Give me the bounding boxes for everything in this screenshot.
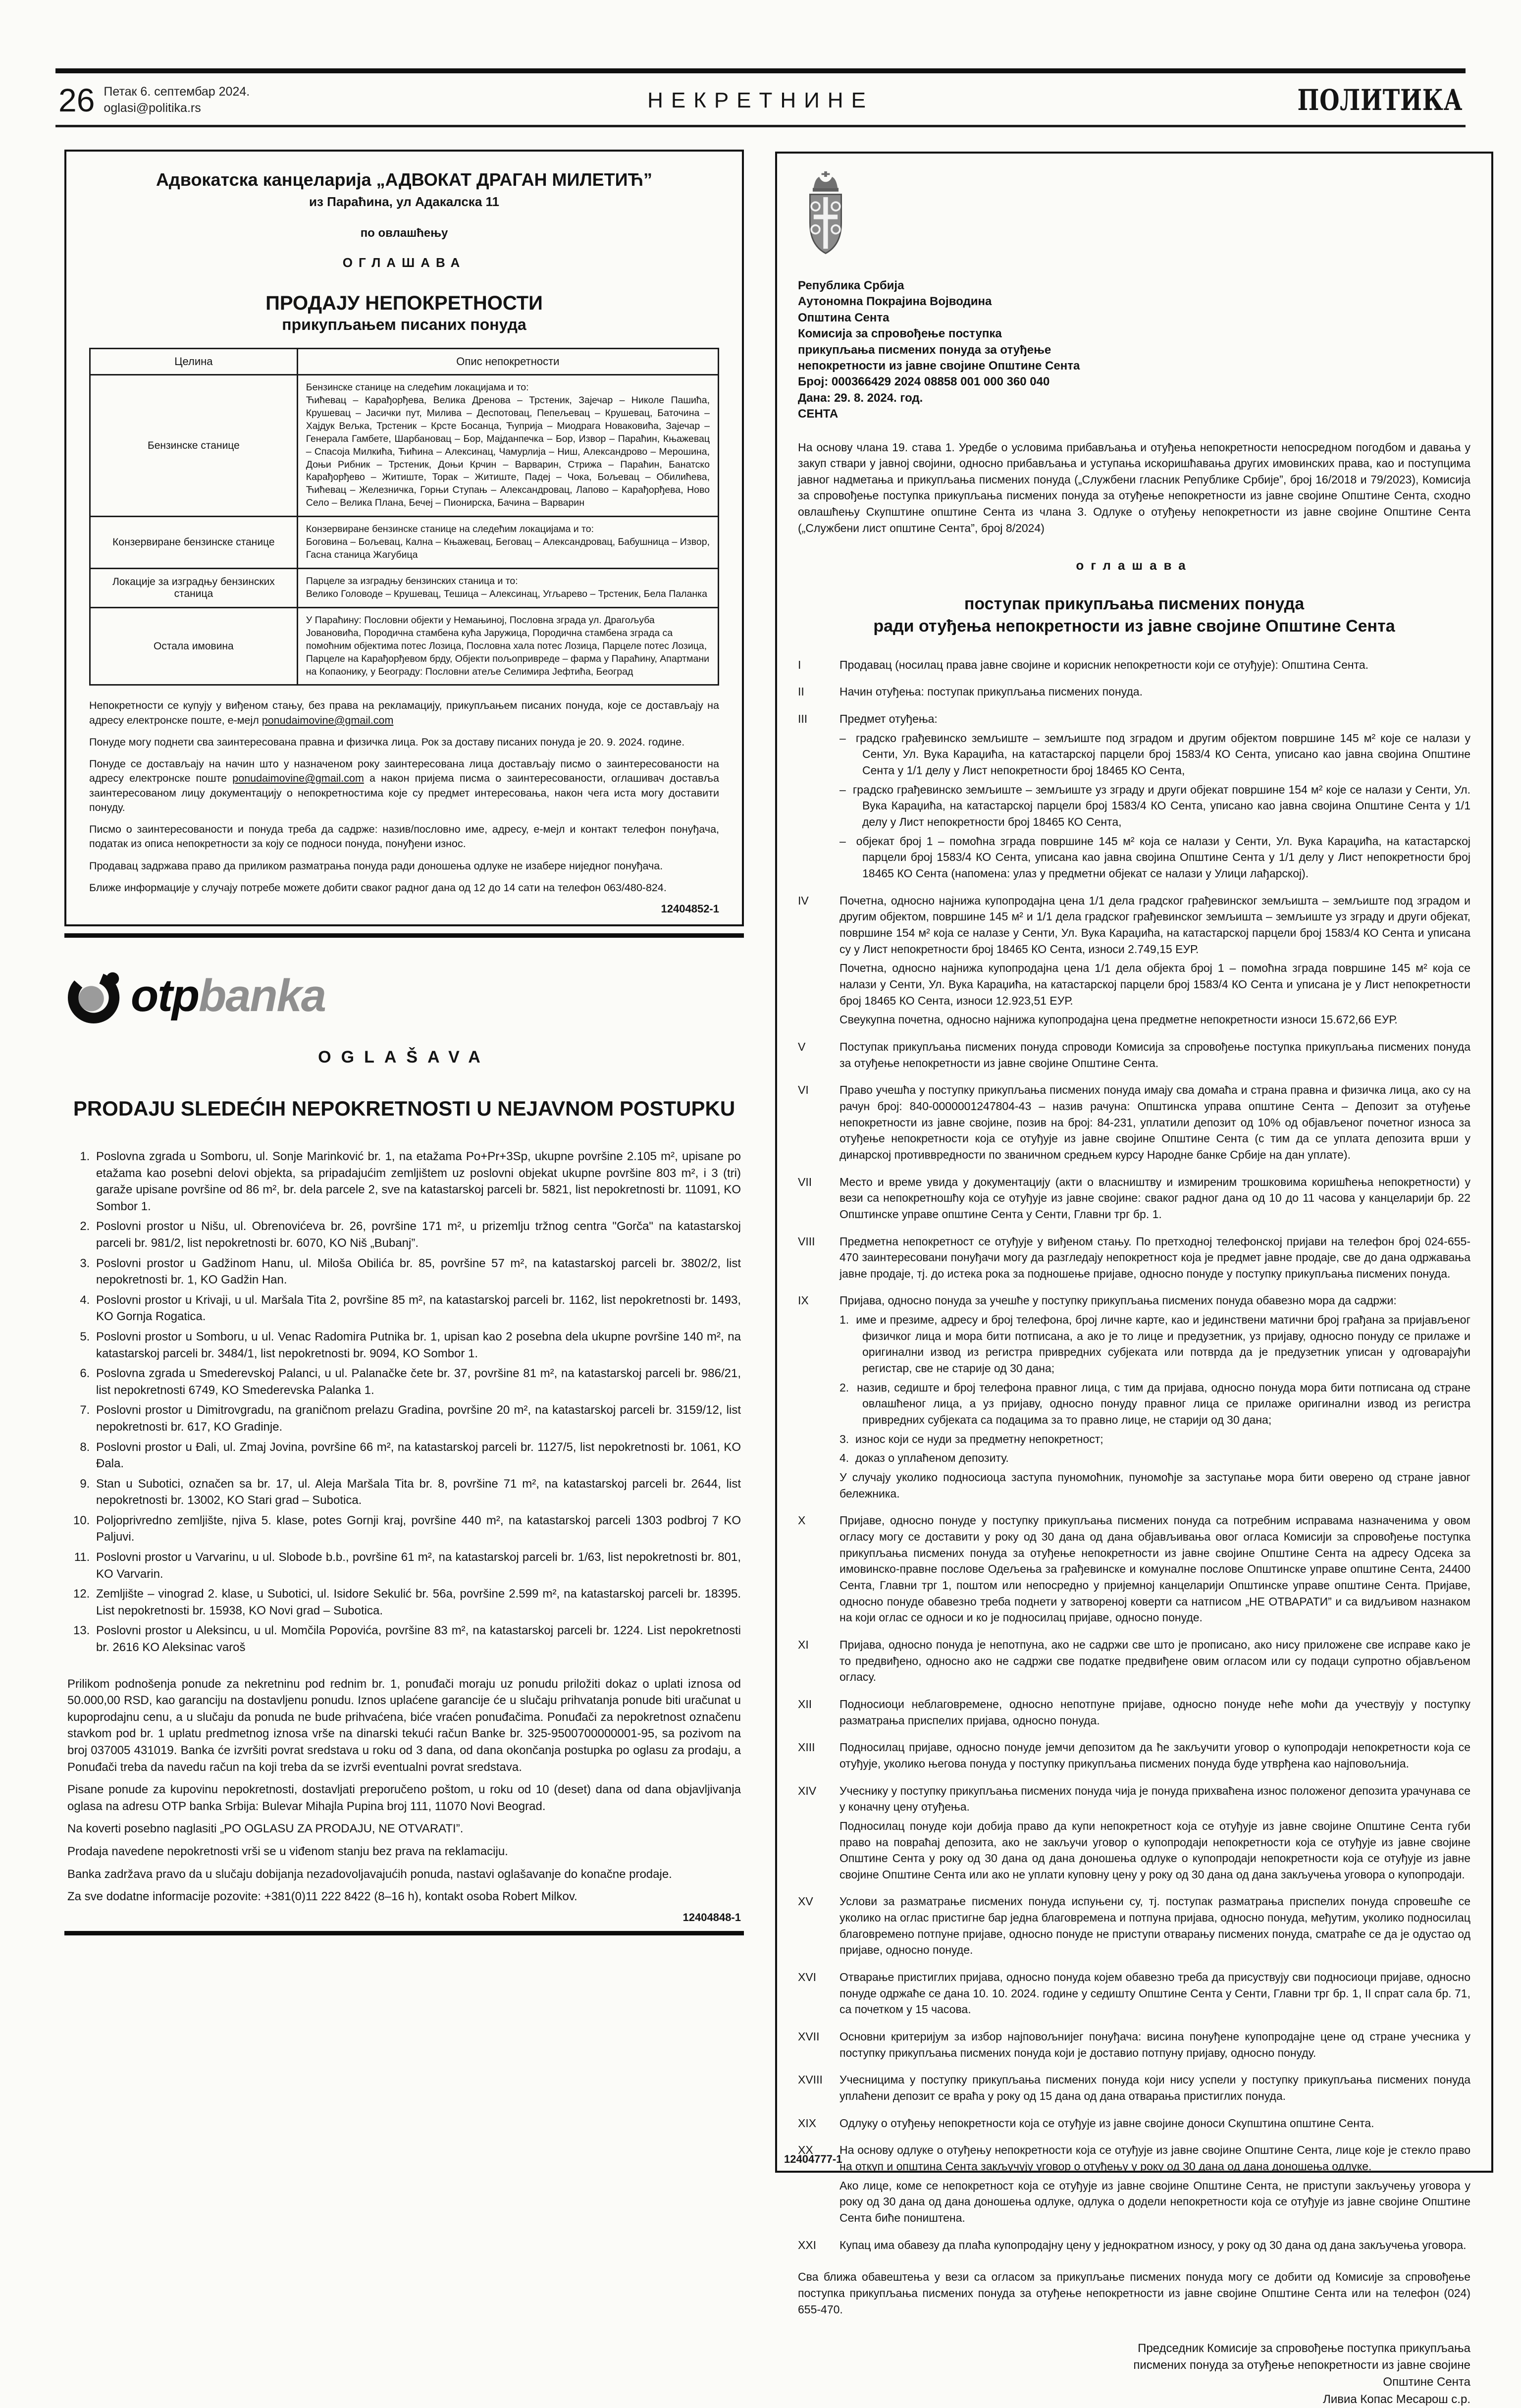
otp-logo-icon [67, 966, 126, 1025]
table-row [90, 517, 719, 569]
ad-id: 12404852-1 [661, 903, 719, 915]
section-number: X [798, 1514, 806, 1527]
section-IV [798, 893, 1470, 1031]
lawyer-paragraphs [89, 698, 719, 895]
property-category: Конзервиране бензинске станице [90, 517, 298, 569]
section-number: IX [798, 1294, 809, 1307]
otp-item: 13. Poslovni prostor u Aleksincu, u ul. Momčila Popovića, površine 83 m², na katastarskoj parceli br. 1224. List nepokretnosti br. 2616 KO Aleksinac varoš [93, 1622, 741, 1656]
ad-otp [64, 938, 744, 1924]
paragraph: Продавац задржава право да приликом разматрања понуда ради доношења одлуке не изабере ниједног понуђача. [89, 859, 663, 872]
otp-item: 5. Poslovni prostor u Somboru, u ul. Venac Radomira Putnika br. 1, upisan kao 2 posebna dela ukupne površine 140 m², na katastarskoj parceli br. 3484/1, list nepokretnosti br. 9094, KO Sombor 1. [93, 1329, 741, 1362]
serbia-coat-of-arms [798, 170, 853, 263]
paragraph: Начин отуђења: поступак прикупљања писмених понуда. [839, 685, 1143, 698]
section-body [839, 1039, 1470, 1074]
header-line: непокретности из јавне својине Општине Сента [798, 359, 1080, 373]
section-VII [798, 1174, 1470, 1226]
section-XIV [798, 1783, 1470, 1886]
sale-subtitle: прикупљањем писаних понуда [282, 316, 526, 333]
section-XX [798, 2142, 1470, 2229]
section-number: XIX [798, 2116, 817, 2130]
section-VI [798, 1082, 1470, 1166]
section-XIX [798, 2115, 1470, 2135]
paragraph: Понуде се достављају на начин што у назначеном року заинтересована лица достављају писмо о заинтересованости на адресу електронске поште ponudaimovine@gmail.com а након пријема писма о заинтересованости, оглашивач доставља заинтересованом лицу документацију о непокретностима које су предмет интересовања, након чега иста могу доставити понуду. [89, 758, 719, 813]
section-XI [798, 1637, 1470, 1688]
property-description [297, 568, 718, 607]
otp-item: 7. Poslovni prostor u Dimitrovgradu, na graničnom prelazu Gradina, površine 20 m², na katastarskoj parceli br. 3159/12, list nepokretnosti br. 617, KO Gradinje. [93, 1402, 741, 1435]
paragraph: Предмет отуђења: [839, 712, 938, 726]
paragraph: Понуде могу поднети сва заинтересована правна и физичка лица. Рок за доставу писаних понуда је 20. 9. 2024. године. [89, 736, 685, 748]
section-VIII [798, 1233, 1470, 1285]
section-II [798, 684, 1470, 703]
paragraph: Непокретности се купују у виђеном стању, без права на рекламацију, прикупљањем писаних понуда, које се достављају на адресу електронске поште, е-мејл ponudaimovine@gmail.com [89, 699, 719, 726]
description-line: Ћићевац – Карађорђева, Велика Дренова – Трстеник, Зајечар – Николе Пашића, Крушевац – Јасички пут, Милива – Деспотовац, Пепељевац – Крушевац, Баточина – Хајдук Вељка, Трстеник – Крсте Босанца, Ћуприја – Миодрага Новаковића, Зајечар – Генерала Гамбете, Шарбановац – Бор, Мајданпечка – Бор, Извор – Параћин, Књажевац – Спасоја Милкића, Ћићина – Алексинац, Чамурлија – Ниш, Александрово – Мерошина, Доњи Рибник – Трстеник, Доњи Крчин – Варварин, Стрижа – Параћин, Банатско Карађорђево – Житиште, Торак – Житиште, Падеј – Чока, Бољевац – Обилићева, Ћићевац – Железничка, Горњи Ступањ – Александровац, Лапово – Карађорђева, Ново Село – Велика Плана, Бечеј – Пионирска, Бачина – Варварин [306, 394, 710, 509]
section-body [839, 2237, 1470, 2256]
section-X [798, 1512, 1470, 1629]
otp-paragraphs [67, 1676, 741, 1905]
section-body [839, 1082, 1470, 1166]
otp-announces-label: OGLAŠAVA [318, 1048, 490, 1067]
otp-item: 4. Poslovni prostor u Krivaji, u ul. Maršala Tita 2, površine 85 m², na katastarskoj parceli br. 1162, list nepokretnosti br. 1493, KO Gornja Rogatica. [93, 1292, 741, 1325]
senta-announces-label: оглашава [1076, 558, 1193, 573]
page-header [55, 68, 1466, 127]
senta-closing: Сва ближа обавештења у вези са огласом за прикупљање писмених понуда могу се добити од Комисије за спровођење поступка прикупљања писмених понуда за отуђење непокретности из јавне својине Општине Сента или на телефон (024) 655-470. [798, 2270, 1470, 2316]
paragraph: Почетна, односно најнижа купопродајна цена 1/1 дела објекта број 1 – помоћна зграда површине 145 м² која се налази у Сенти, Ул. Вука Караџића, на катастарској парцели број 1583/4 КО Сента и уписана је у Лист непокретности број 18465 КО Сента, износи 12.923,51 ЕУР. [839, 962, 1470, 1007]
email-address: ponudaimovine@gmail.com [232, 772, 364, 785]
senta-header-lines [798, 278, 1470, 423]
section-body [839, 1512, 1470, 1629]
property-table [89, 348, 719, 686]
section-I [798, 657, 1470, 676]
property-category: Остала имовина [90, 607, 298, 685]
otp-logo-text [131, 970, 325, 1021]
paragraph: Место и време увида у документацију (акти о власништву и измиреним трошковима коришћења непокретности) у вези са непокретношћу која се отуђује из јавне својине: сваког радног дана од 10 до 11 часова у канцеларији бр. 22 Општинске управе општине Сента у Сенти, Главни трг бр. 1. [839, 1175, 1470, 1221]
property-category: Бензинске станице [90, 375, 298, 517]
description-line: Парцеле за изградњу бензинских станица и то: [306, 575, 518, 587]
numbered-item: 4. доказ о уплаћеном депозиту. [839, 1451, 1009, 1465]
paragraph: Пријаве, односно понуде у поступку прикупљања писмених понуда са потребним исправама назначенима у овом огласу могу се доставити у року од 30 дана од дана објављивања овог огласа Комисији за спровођење поступка прикупљања писмених понуда за отуђење непокретности из јавне својине Општине Сента на адресу Одсека за имовинско-правне послове Одељења за грађевинске и комуналне послове Општинске управе општине Сента, 24400 Сента, Главни трг 1, поштом или непосредно у пријемној канцеларији Општинске управе општине Сента. Пријаве, односно понуде обавезно треба поднети у затвореној коверти са натписом „НЕ ОТВАРАТИ” и са видљивом назнаком на који оглас се односи и ко је подносилац пријаве, односно понуде. [839, 1514, 1470, 1624]
column-header-celina: Целина [90, 349, 298, 375]
description-line: Велико Головоде – Крушевац, Тешица – Алексинац, Угљарево – Трстеник, Бела Паланка [306, 588, 707, 599]
authority-line: по овлашћењу [360, 226, 448, 240]
section-number: XV [798, 1895, 813, 1908]
paragraph: Услови за разматрање писмених понуда испуњени су, тј. поступак разматрања приспелих понуда спровешће се уколико на оглас пристигне бар једна благовремена и потпуна пријава, односно понуда, међутим, уколико подносилац благовремено потпуне пријаве, односно понуде не приступи отварању писмених понуда, сматраће се да је одустао од пријаве, односно понуде. [839, 1895, 1470, 1957]
section-body [839, 657, 1470, 676]
paragraph: Продавац (носилац права јавне својине и корисник непокретности који се отуђује): Општина Сента. [839, 658, 1369, 671]
otp-items-list [67, 1148, 741, 1656]
table-header-row [90, 349, 719, 375]
section-body [839, 1969, 1470, 2021]
lawyer-ad-subtitle: из Параћина, ул Адакалска 11 [309, 194, 499, 209]
section-XV [798, 1893, 1470, 1961]
paragraph: Основни критеријум за избор најповољнијег понуђача: висина понуђене купопродајне цене од стране учесника у поступку прикупљања писмених понуда који је доставио потпуну пријаву, односно понуду. [839, 2030, 1470, 2059]
paragraph: Предметна непокретност се отуђује у виђеном стању. По претходној телефонској пријави на телефон број 024-655-470 заинтересовани понуђачи могу да разгледају непокретност која је предмет јавне продаје, све до дана одржавања јавне продаје, тј. до истека рока за подношење пријаве, односно понуде у поступку прикупљања писмених понуда. [839, 1234, 1470, 1280]
table-row [90, 375, 719, 517]
section-body [839, 1739, 1470, 1774]
senta-title [798, 593, 1470, 637]
otp-item: 8. Poslovni prostor u Đali, ul. Zmaj Jovina, površine 66 m², na katastarskoj parceli br. 1127/5, list nepokretnosti br. 1061, KO Đala. [93, 1439, 741, 1472]
ad-lawyer [64, 150, 744, 926]
header-line: Општина Сента [798, 311, 890, 324]
section-XXI [798, 2237, 1470, 2256]
lawyer-table-body [90, 375, 719, 685]
property-description [297, 517, 718, 569]
otp-item: 1. Poslovna zgrada u Somboru, ul. Sonje Marinković br. 1, na etažama Po+Pr+3Sp, ukupne površine 2.105 m², upisane po etažama kao posebni delovi objekta, sa pripadajućim zemljištem uz poslovni objekat ukupne površine 803 m², i 3 (tri) garaže upisane površine od 86 m², br. dela parcele 2, sve na katastarskoj parceli br. 5821, list nepokretnosti br. 11091, KO Sombor 1. [93, 1148, 741, 1215]
description-line: У Параћину: Пословни објекти у Немањиној, Пословна зграда ул. Драгољуба Јовановића, Породична стамбена кућа Јаружица, Породична стамбена зграда са помоћним објектима потес Лозица, Пословна хала потес Лозица, Парцеле потес Лозица, Парцеле на Карађорђевом брду, Објекти пољопривреде – фарма у Параћину, Апартмани на Копаонику, у Београду: Пословни атеље Селимира Јефтића, Београд [306, 614, 709, 677]
section-body [839, 1696, 1470, 1731]
numbered-item: 3. износ који се нуди за предметну непокретност; [839, 1432, 1103, 1445]
section-body [839, 1174, 1470, 1226]
signature-line: писмених понуда за отуђење непокретности из јавне својине [1133, 2358, 1470, 2372]
section-body [839, 1893, 1470, 1961]
section-XVII [798, 2029, 1470, 2064]
senta-title-line1: поступак прикупљања писмених понуда [964, 594, 1305, 614]
ad-senta [775, 152, 1493, 2406]
numbered-item: 2. назив, седиште и број телефона правног лица, с тим да пријава, односно понуда мора бити потписана од стране овлашћеног лица, а уз пријаву, односно понуду правног лица се прилаже оригинални извод из регистра привредних субјеката са подацима за то правно лице, не старији од 30 дана; [839, 1381, 1470, 1427]
senta-title-line2: ради отуђења непокретности из јавне својине Општине Сента [873, 616, 1395, 636]
section-number: II [798, 685, 804, 698]
section-number: XVII [798, 2030, 820, 2043]
section-number: VIII [798, 1234, 815, 1248]
paragraph: Право учешћа у поступку прикупљања писмених понуда имају сва домаћа и страна правна и физичка лица, ако су на рачун број: 840-0000001247804-43 – назив рачуна: Општинска управа општине Сента – Депозит за отуђење непокретности из јавне својине, позив на број: 84-231, уплатили депозит од 10% од објављеног почетног износа за отуђење непокретности која се отуђује из јавне својине Општине Сента (с тим да се уплата депозита врши у динарској противвредности по званичном средњем курсу Народне банке Србије на дан уплате). [839, 1083, 1470, 1161]
section-number: XXI [798, 2238, 817, 2251]
paragraph: Почетна, односно најнижа купопродајна цена 1/1 дела градског грађевинског земљишта – земљиште под зградом и другим објектом, површине 145 м² и 1/1 дела градског грађевинског земљишта – земљиште уз зграду и други објекат, површине 154 м² која се налазе у Сенти, Ул. Вука Караџића, на катастарској парцели број 1583/4 КО Сента и уписана су у Лист непокретности број 18465 КО Сента, износи 2.749,15 ЕУР. [839, 894, 1470, 956]
bullet-item: – градско грађевинско земљиште – земљиште под зградом и другим објектом површине 145 м² које се налази у Сенти, Ул. Вука Караџића, на катастарској парцели број 1583/4 КО Сента, уписано као јавна својина Општине Сента у 1/1 делу у Лист непокретности број 18465 КО Сента, [839, 731, 1470, 777]
ad-id: 12404777-1 [784, 2153, 842, 2165]
otp-item: 10. Poljoprivredno zemljište, njiva 5. klase, potes Gornji kraj, površine 440 m², na katastarskoj parceli 1303 podbroj 7 KO Paljuvi. [93, 1512, 741, 1546]
section-V [798, 1039, 1470, 1074]
section-number: XI [798, 1638, 809, 1651]
header-line: Дана: 29. 8. 2024. год. [798, 391, 923, 405]
paragraph: Пријава, односно понуда је непотпуна, ако не садржи све што је прописано, ако нису приложене све исправе како је то предвиђено, односно ако не садржи све податке предвиђене овим огласом или су подаци супротно објављеном огласу. [839, 1638, 1470, 1684]
section-number: XVI [798, 1971, 817, 1984]
paragraph: Ближе информације у случају потребе можете добити сваког радног дана од 12 до 14 сати на телефон 063/480-824. [89, 881, 667, 894]
senta-intro: На основу члана 19. става 1. Уредбе о условима прибављања и отуђења непокретности непосредном погодбом и давања у закуп ствари у јавној својини, односно прибављања и уступања искоришћавања других имовинских права, као и поступцима јавног надметања и прикупљања писмених понуда („Службени гласник Републике Србије”, број 16/2018 и 79/2023), Комисија за спровођење поступка прикупљања писмених понуда за отуђење непокретности из јавне својине Општине Сента, сходно овлашћењу Скупштине општине Сента из члана 3. Одлуке о отуђењу непокретности из јавне својине Општине Сента („Службени лист општине Сента”, број 8/2024) [798, 440, 1470, 535]
ad-id: 12404848-1 [682, 1911, 741, 1924]
section-number: V [798, 1040, 806, 1053]
table-row [90, 568, 719, 607]
ad-separator-rule [64, 933, 744, 938]
otp-ad-title: PRODAJU SLEDEĆIH NEPOKRETNOSTI U NEJAVNOM POSTUPKU [73, 1097, 735, 1121]
section-III [798, 711, 1470, 885]
paragraph: Banka zadržava pravo da u slučaju dobijanja nezadovoljavajućih ponuda, nastavi oglašavanje do konačne prodaje. [67, 1867, 672, 1881]
section-body [839, 2029, 1470, 2064]
section-number: III [798, 712, 808, 726]
section-body [839, 893, 1470, 1031]
property-description [297, 607, 718, 685]
property-category: Локације за изградњу бензинских станица [90, 568, 298, 607]
page-number: 26 [58, 81, 95, 118]
section-body [839, 1637, 1470, 1688]
property-description [297, 375, 718, 517]
description-line: Бензинске станице на следећим локацијама и то: [306, 382, 529, 393]
left-column [64, 150, 744, 1935]
paragraph: Учесницима у поступку прикупљања писмених понуда који нису успели у поступку прикупљања писмених понуда уплаћени депозит се враћа у року од 15 дана од дана отварања пристиглих понуда. [839, 2073, 1470, 2103]
section-body [839, 1233, 1470, 1285]
signature-line: Ливиа Копас Месарош с.р. [1323, 2392, 1470, 2406]
paragraph: Свеукупна почетна, односно најнижа купопродајна цена предметне непокретности износи 15.672,66 ЕУР. [839, 1013, 1398, 1026]
section-body [839, 2072, 1470, 2107]
paragraph: Пријава, односно понуда за учешће у поступку прикупљања писмених понуда обавезно мора да садржи: [839, 1294, 1397, 1307]
sale-title: ПРОДАЈУ НЕПОКРЕТНОСТИ [265, 292, 543, 314]
header-line: Аутономна Покрајина Војводина [798, 295, 992, 309]
section-body [839, 711, 1470, 885]
section-body [839, 684, 1470, 703]
paragraph: Ако лице, коме се непокретност која се отуђује из јавне својине Општине Сента, не приступи закључењу уговора у року од 30 дана од дана доношења одлуке, одлука о додели непокретности која се отуђује из јавне својине Општине Сента биће поништена. [839, 2179, 1470, 2224]
section-body [839, 1783, 1470, 1886]
section-number: XIV [798, 1784, 817, 1797]
section-number: I [798, 658, 801, 671]
otp-logo-text-black: otp [131, 970, 199, 1021]
numbered-item: 1. име и презиме, адресу и број телефона, број личне карте, као и јединствени матични број грађана за пријављеног физичког лица и мора бити потписана, а ако је то лице и предузетник, уз пријаву, односно понуду се прилаже и оригинални извод из регистра привредних субјеката или потврда да је предузетник уписан у одговарајући регистар, све не старије од 30 дана; [839, 1313, 1470, 1375]
section-XVIII [798, 2072, 1470, 2107]
paragraph: Prilikom podnošenja ponude za nekretninu pod rednim br. 1, ponuđači moraju uz ponudu priložiti dokaz o uplati iznosa od 50.000,00 RSD, kao garanciju na dostavljenu ponudu. Iznos uplaćene garancije će u slučaju prihvatanja ponude biti uračunat u kupoprodajnu cenu, a u slučaju da ponuda ne bude prihvaćena, biće vraćen ponuđačima. Ponuđači za nepokretnost označenu stavkom pod br. 1 uplatu predmetnog iznosa vrše na dinarski tekući račun Banke br. 325-9500700000001-95, sa pozivom na broj 037005 431019. Banka će izvršiti povrat sredstava u roku od 3 dana, od dana okončanja postupka po oglasu za prodaju, a Ponuđači treba da navedu račun na koji treba da se izvrši eventualni povrat sredstava. [67, 1677, 741, 1774]
otp-item: 3. Poslovni prostor u Gadžinom Hanu, ul. Miloša Obilića br. 85, površine 57 m², na katastarskoj parceli br. 3802/2, list nepokretnosti br. 1, KO Gadžin Han. [93, 1255, 741, 1288]
bullet-item: – објекат број 1 – помоћна зграда површине 145 м² која се налази у Сенти, Ул. Вука Караџића, на катастарској парцели број 1583/4 КО Сента, уписана као јавна својина Општине Сента у 1/1 делу у Лист непокретности број 18465 КО Сента (напомена: улаз у предметни објекат се налази у Улици лађарској). [839, 834, 1470, 880]
header-line: СЕНТА [798, 407, 839, 421]
paragraph: Za sve dodatne informacije pozovite: +381(0)11 222 8422 (8–16 h), kontakt osoba Robert Milkov. [67, 1890, 577, 1904]
paragraph: Писмо о заинтересованости и понуда треба да садрже: назив/пословно име, адресу, е-мејл и контакт телефон понуђача, податак из описа непокретности за коју се подноси понуда, понуђени износ. [89, 823, 719, 850]
otp-item: 6. Poslovna zgrada u Smederevskoj Palanci, u ul. Palanačke čete br. 37, površine 81 m², na katastarskoj parceli br. 986/21, list nepokretnosti 6749, KO Smederevska Palanka 1. [93, 1365, 741, 1398]
otp-item: 12. Zemljište – vinograd 2. klase, u Subotici, ul. Isidore Sekulić br. 56a, površine 2.599 m², na katastarskoj parceli br. 18395. List nepokretnosti br. 15938, KO Novi grad – Subotica. [93, 1586, 741, 1619]
column-header-opis: Опис непокретности [297, 349, 718, 375]
header-line: Република Србија [798, 279, 904, 292]
table-row [90, 607, 719, 685]
section-body [839, 1292, 1470, 1504]
section-number: XII [798, 1697, 812, 1711]
description-line: Боговина – Бољевац, Кална – Књажевац, Беговац – Александровац, Бабушница – Извор, Гасна станица Жагубица [306, 536, 710, 561]
announces-label: ОГЛАШАВА [342, 255, 466, 270]
paragraph: Pisane ponude za kupovinu nepokretnosti, dostavljati preporučeno poštom, u roku od 10 (deset) dana od dana objavljivanja oglasa na adresu OTP banka Srbija: Bulevar Mihajla Pupina broj 111, 11070 Novi Beograd. [67, 1783, 741, 1813]
otp-item: 2. Poslovni prostor u Nišu, ul. Obrenovićeva br. 26, površine 171 m², u prizemlju tržnog centra "Gorča" na katastarskoj parceli br. 981/2, list nepokretnosti br. 6070, KO Niš „Bubanj”. [93, 1218, 741, 1251]
email-address: ponudaimovine@gmail.com [262, 714, 394, 726]
section-number: XX [798, 2143, 813, 2157]
paragraph: Подносилац пријаве, односно понуде јемчи депозитом да ће закључити уговор о купопродаји непокретности која се отуђује, уколико његова понуда у поступку прикупљања писмених понуда буде утврђена као најповољнија. [839, 1741, 1470, 1770]
section-title: НЕКРЕТНИНЕ [647, 88, 874, 112]
lawyer-ad-title: Адвокатска канцеларија „АДВОКАТ ДРАГАН МИЛЕТИЋ” [156, 169, 653, 190]
section-number: XIII [798, 1741, 815, 1754]
paragraph: Подносилац понуде који добија право да купи непокретност која се отуђује из јавне својине Општине Сента губи право на повраћај депозита, ако не закључи уговор о купопродаји непокретности која се отуђује из јавне својине Општине Сента у року од 30 дана од дана доношења одлуке о купопродаји непокретности која се отуђује из јавне својине Општине Сента или ако не уплати куповну цену у року од 30 дана од дана закључења уговора о купопродаји. [839, 1819, 1470, 1881]
section-number: XVIII [798, 2073, 823, 2087]
bottom-rule [64, 1931, 744, 1935]
header-line: прикупљања писмених понуда за отуђење [798, 343, 1051, 357]
paragraph: Купац има обавезу да плаћа купопродајну цену у једнократном износу, у року од 30 дана од дана закључења уговора. [839, 2238, 1467, 2251]
section-number: VI [798, 1083, 809, 1097]
bullet-item: – градско грађевинско земљиште – земљиште уз зграду и други објекат површине 154 м² које се налази у Сенти, Ул. Вука Караџића, на катастарској парцели број 1583/4 КО Сента, уписано као јавна својина Општине Сента у 1/1 делу у Лист непокретности број 18465 КО Сента, [839, 783, 1470, 829]
paragraph: У случају уколико подносиоца заступа пуномоћник, пуномоћје за заступање мора бити оверено од стране јавног бележника. [839, 1471, 1470, 1500]
section-body [839, 2115, 1470, 2135]
section-number: IV [798, 894, 809, 907]
section-XIII [798, 1739, 1470, 1774]
section-XVI [798, 1969, 1470, 2021]
politika-masthead: ПОЛИТИКА [1297, 83, 1463, 117]
paragraph: Поступак прикупљања писмених понуда спроводи Комисија за спровођење поступка прикупљања писмених понуда за отуђење непокретности из јавне својине Општине Сента. [839, 1040, 1470, 1070]
paragraph: Учеснику у поступку прикупљања писмених понуда чија је понуда прихваћена износ положеног депозита урачунава се у коначну цену отуђења. [839, 1784, 1470, 1814]
section-number: VII [798, 1175, 812, 1188]
top-rule [55, 68, 1466, 73]
description-line: Конзервиране бензинске станице на следећим локацијама и то: [306, 524, 594, 535]
section-IX [798, 1292, 1470, 1504]
header-line: Број: 000366429 2024 08858 001 000 360 040 [798, 375, 1050, 389]
paragraph: Na koverti posebno naglasiti „PO OGLASU ZA PRODAJU, NE OTVARATI”. [67, 1822, 464, 1836]
otp-logo [67, 966, 741, 1025]
header-line: Комисија за спровођење поступка [798, 327, 1002, 341]
paragraph: Подносиоци неблаговремене, односно непотпуне пријаве, односно понуде неће моћи да учествују у поступку разматрања приспелих пријава, односно понуда. [839, 1697, 1470, 1727]
otp-logo-text-gray: banka [199, 970, 325, 1021]
paragraph: Prodaja navedene nepokretnosti vrši se u viđenom stanju bez prava na reklamaciju. [67, 1844, 508, 1858]
section-XII [798, 1696, 1470, 1731]
issue-date: Петак 6. септембар 2024. [104, 84, 250, 99]
paragraph: Одлуку о отуђењу непокретности која се отуђује из јавне својине доноси Скупштина општине Сента. [839, 2116, 1374, 2130]
otp-item: 9. Stan u Subotici, označen sa br. 17, ul. Aleja Maršala Tita br. 8, površine 71 m², na katastarskoj parceli br. 2644, list nepokretnosti br. 13002, KO Stari grad – Subotica. [93, 1476, 741, 1509]
signature-block [798, 2340, 1470, 2408]
contact-email: oglasi@politika.rs [104, 101, 201, 115]
section-body [839, 2142, 1470, 2229]
signature-line: Председник Комисије за спровођење поступка прикупљања [1138, 2342, 1470, 2355]
signature-line: Општине Сента [1383, 2375, 1470, 2389]
otp-item: 11. Poslovni prostor u Varvarinu, u ul. Slobode b.b., površine 61 m², na katastarskoj parceli br. 1/63, list nepokretnosti br. 801, KO Varvarin. [93, 1549, 741, 1582]
senta-sections [798, 657, 1470, 2256]
paragraph: На основу одлуке о отуђењу непокретности која се отуђује из јавне својине Општине Сента, лице које је стекло право на откуп и општина Сента закључују уговор о отуђењу у року од 30 дана од дана доношења одлуке. [839, 2143, 1470, 2173]
paragraph: Отварање пристиглих пријава, односно понуда којем обавезно треба да присуствују сви подносиоци пријаве, односно понуде одржаће се дана 10. 10. 2024. године у седишту Општине Сента у Сенти, Главни трг бр. 1, II спрат сала бр. 71, са почетком у 15 часова. [839, 1971, 1470, 2016]
